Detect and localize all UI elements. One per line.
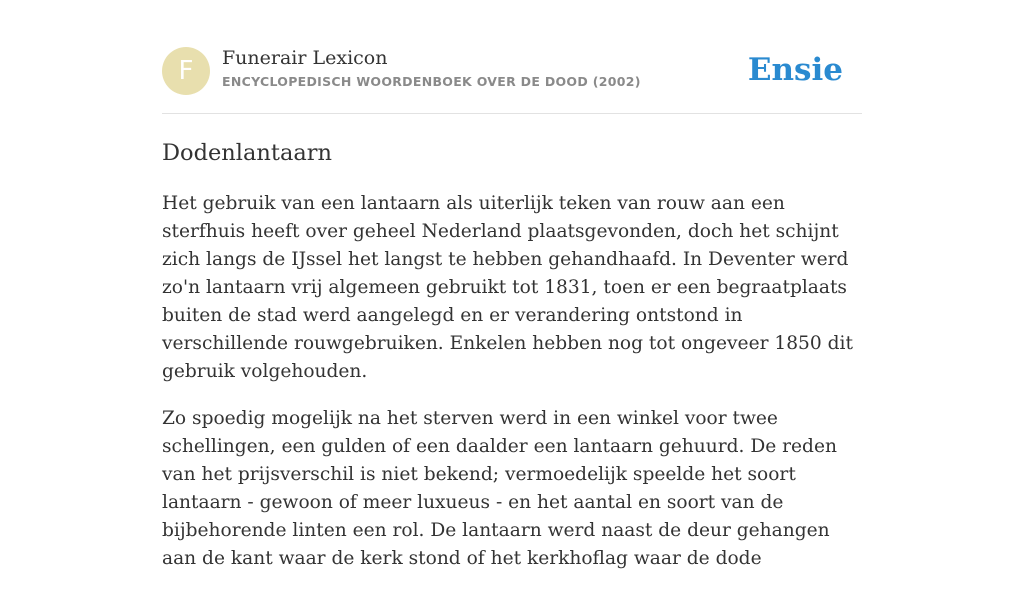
entry-body — [162, 190, 862, 592]
source-header — [162, 46, 862, 96]
source-title[interactable]: Funerair Lexicon — [222, 47, 388, 69]
source-avatar: F — [162, 47, 210, 95]
page — [162, 0, 862, 569]
entry-title: Dodenlantaarn — [162, 140, 333, 166]
ensie-logo[interactable]: Ensie — [747, 52, 843, 88]
entry-paragraph: Zo spoedig mogelijk na het sterven werd in een winkel voor twee schellingen, een gulden of een daalder een lantaarn gehuurd. De reden van het prijsverschil is niet bekend; vermoedelijk speelde het soort lantaarn - gewoon of meer luxueus - en het aantal en soort van de bijbehorende linten een rol. De lantaarn werd naast de deur gehangen aan de kant waar de kerk stond of het kerkhoflag waar de dode — [162, 408, 837, 569]
header-divider — [162, 113, 862, 114]
source-subtitle: ENCYCLOPEDISCH WOORDENBOEK OVER DE DOOD (2002) — [222, 74, 641, 89]
entry-paragraph: Het gebruik van een lantaarn als uiterlijk teken van rouw aan een sterfhuis heeft over geheel Nederland plaatsgevonden, doch het schijnt zich langs de IJssel het langst te hebben gehandhaafd. In Deventer werd zo'n lantaarn vrij algemeen gebruikt tot 1831, toen er een begraatplaats buiten de stad werd aangelegd en er verandering ontstond in verschillende rouwgebruiken. Enkelen hebben nog tot ongeveer 1850 dit gebruik volgehouden. — [162, 193, 853, 382]
